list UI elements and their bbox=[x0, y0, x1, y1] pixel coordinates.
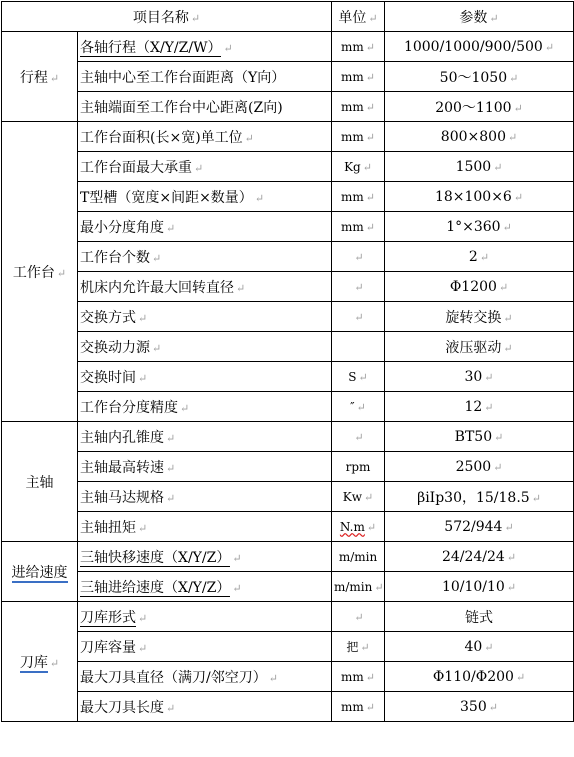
item-cell: T型槽（宽度×间距×数量） ↵ bbox=[78, 182, 332, 212]
category-cell: 进给速度 bbox=[2, 542, 78, 602]
unit-cell: ↵ bbox=[332, 272, 385, 302]
item-cell: 交换动力源 ↵ bbox=[78, 332, 332, 362]
value-cell: 1°×360 ↵ bbox=[385, 212, 574, 242]
item-cell: 主轴端面至工作台中心距离(Z向) bbox=[78, 92, 332, 122]
value-cell: 1000/1000/900/500 ↵ bbox=[385, 32, 574, 62]
unit-cell: mm ↵ bbox=[332, 692, 385, 722]
unit-cell: mm ↵ bbox=[332, 662, 385, 692]
unit-cell: mm ↵ bbox=[332, 182, 385, 212]
value-cell: 10/10/10 ↵ bbox=[385, 572, 574, 602]
table-row bbox=[2, 362, 574, 392]
unit-cell: ↵ bbox=[332, 422, 385, 452]
item-cell: 交换方式 ↵ bbox=[78, 302, 332, 332]
value-cell: 2 ↵ bbox=[385, 242, 574, 272]
item-cell: 工作台分度精度 ↵ bbox=[78, 392, 332, 422]
item-cell: 主轴马达规格 ↵ bbox=[78, 482, 332, 512]
table-row bbox=[2, 122, 574, 152]
table-row bbox=[2, 152, 574, 182]
spec-table bbox=[1, 1, 574, 722]
header-unit: 单位 ↵ bbox=[332, 2, 385, 32]
unit-cell: m/min ↵ bbox=[332, 572, 385, 602]
unit-cell: mm ↵ bbox=[332, 32, 385, 62]
item-cell: 主轴中心至工作台面距离（Y向） bbox=[78, 62, 332, 92]
table-row bbox=[2, 62, 574, 92]
table-row bbox=[2, 662, 574, 692]
table-row bbox=[2, 512, 574, 542]
value-cell: 2500 ↵ bbox=[385, 452, 574, 482]
table-row bbox=[2, 692, 574, 722]
value-cell: 50～1050 ↵ bbox=[385, 62, 574, 92]
value-cell: Φ1200 ↵ bbox=[385, 272, 574, 302]
value-cell: 572/944 ↵ bbox=[385, 512, 574, 542]
value-cell: βiIp30，15/18.5 ↵ bbox=[385, 482, 574, 512]
item-cell: 最小分度角度 ↵ bbox=[78, 212, 332, 242]
table-row bbox=[2, 332, 574, 362]
category-cell: 刀库 ↵ bbox=[2, 602, 78, 722]
table-row bbox=[2, 92, 574, 122]
value-cell: 800×800 ↵ bbox=[385, 122, 574, 152]
unit-cell: Kg ↵ bbox=[332, 152, 385, 182]
unit-cell: rpm bbox=[332, 452, 385, 482]
unit-cell: mm ↵ bbox=[332, 92, 385, 122]
table-row bbox=[2, 572, 574, 602]
category-cell: 行程 ↵ bbox=[2, 32, 78, 122]
value-cell: Φ110/Φ200 ↵ bbox=[385, 662, 574, 692]
table-row bbox=[2, 542, 574, 572]
value-cell: 30 ↵ bbox=[385, 362, 574, 392]
category-cell: 工作台 ↵ bbox=[2, 122, 78, 422]
table-row bbox=[2, 602, 574, 632]
item-cell: 主轴内孔锥度 ↵ bbox=[78, 422, 332, 452]
item-cell: 最大刀具直径（满刀/邻空刀） ↵ bbox=[78, 662, 332, 692]
item-cell: 主轴最高转速 ↵ bbox=[78, 452, 332, 482]
value-cell: 350 ↵ bbox=[385, 692, 574, 722]
item-cell: 三轴进给速度（X/Y/Z） ↵ bbox=[78, 572, 332, 602]
item-cell: 各轴行程（X/Y/Z/W） ↵ bbox=[78, 32, 332, 62]
item-cell: 工作台个数 ↵ bbox=[78, 242, 332, 272]
value-cell: BT50 ↵ bbox=[385, 422, 574, 452]
header-value: 参数 ↵ bbox=[385, 2, 574, 32]
value-cell: 旋转交换 ↵ bbox=[385, 302, 574, 332]
item-cell: 刀库形式 ↵ bbox=[78, 602, 332, 632]
unit-cell: mm ↵ bbox=[332, 122, 385, 152]
item-cell: 机床内允许最大回转直径 ↵ bbox=[78, 272, 332, 302]
table-row bbox=[2, 182, 574, 212]
value-cell: 24/24/24 ↵ bbox=[385, 542, 574, 572]
unit-cell: mm ↵ bbox=[332, 62, 385, 92]
value-cell: 液压驱动 ↵ bbox=[385, 332, 574, 362]
table-row bbox=[2, 632, 574, 662]
value-cell: 18×100×6 ↵ bbox=[385, 182, 574, 212]
category-cell: 主轴 bbox=[2, 422, 78, 542]
table-row bbox=[2, 422, 574, 452]
item-cell: 三轴快移速度（X/Y/Z） ↵ bbox=[78, 542, 332, 572]
unit-cell: ″ ↵ bbox=[332, 392, 385, 422]
table-row bbox=[2, 452, 574, 482]
item-cell: 主轴扭矩 ↵ bbox=[78, 512, 332, 542]
table-row bbox=[2, 212, 574, 242]
unit-cell: mm ↵ bbox=[332, 212, 385, 242]
header-row bbox=[2, 2, 574, 32]
unit-cell: ↵ bbox=[332, 602, 385, 632]
unit-cell: ↵ bbox=[332, 242, 385, 272]
unit-cell: Kw ↵ bbox=[332, 482, 385, 512]
unit-cell: 把 ↵ bbox=[332, 632, 385, 662]
item-cell: 工作台面积(长×宽)单工位 ↵ bbox=[78, 122, 332, 152]
unit-cell: S ↵ bbox=[332, 362, 385, 392]
unit-cell: m/min bbox=[332, 542, 385, 572]
item-cell: 交换时间 ↵ bbox=[78, 362, 332, 392]
unit-cell: N.m ↵ bbox=[332, 512, 385, 542]
value-cell: 40 ↵ bbox=[385, 632, 574, 662]
value-cell: 链式 bbox=[385, 602, 574, 632]
table-row bbox=[2, 302, 574, 332]
table-row bbox=[2, 32, 574, 62]
table-row bbox=[2, 482, 574, 512]
table-row bbox=[2, 242, 574, 272]
unit-cell bbox=[332, 332, 385, 362]
value-cell: 12 ↵ bbox=[385, 392, 574, 422]
item-cell: 工作台面最大承重 ↵ bbox=[78, 152, 332, 182]
value-cell: 1500 ↵ bbox=[385, 152, 574, 182]
table-row bbox=[2, 392, 574, 422]
value-cell: 200～1100 ↵ bbox=[385, 92, 574, 122]
unit-cell: ↵ bbox=[332, 302, 385, 332]
item-cell: 刀库容量 ↵ bbox=[78, 632, 332, 662]
header-item: 项目名称 ↵ bbox=[2, 2, 332, 32]
item-cell: 最大刀具长度 ↵ bbox=[78, 692, 332, 722]
table-row bbox=[2, 272, 574, 302]
